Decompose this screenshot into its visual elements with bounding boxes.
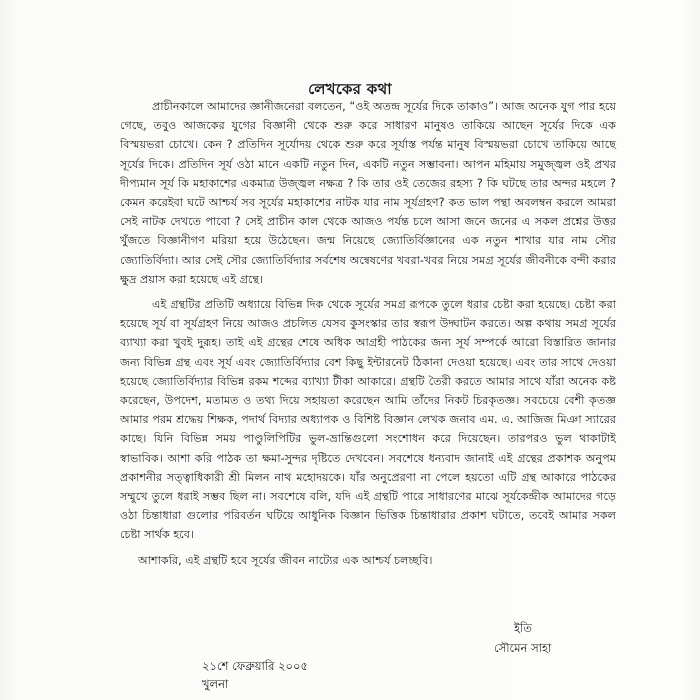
paragraph-2: এই গ্রন্থটির প্রতিটি অধ্যায়ে বিভিন্ন দিক থেকে সূর্যের সমগ্র রূপকে তুলে ধরার চেষ্টা করা হয়েছে। চেষ্টা করা হয়েছে সূর্য বা সূর্যগ্রহণ নিয়ে আজও প্রচলিত যেসব কুসংস্কার তার স্বরূপ উদ্ঘাটন করতে। অল্প কথায় সমগ্র সূর্যের ব্যাখ্যা করা খুবই দুরূহ। তাই এই গ্রন্থের শেষে অধিক আগ্রহী পাঠকের জন্য সূর্য সম্পর্কে আরো বিস্তারিত জানার জন্য বিভিন্ন গ্রন্থ এবং সূর্য এবং জ্যোতির্বিদ্যার বেশ কিছু ইন্টারনেট ঠিকানা দেওয়া হয়েছে। এবং তার সাথে দেওয়া হয়েছে জ্যোতির্বিদ্যার বিভিন্ন রকম শব্দের ব্যাখ্যা টীকা আকারে। গ্রন্থটি তৈরী করতে আমার সাথে যাঁরা অনেক কষ্ট করেছেন, উপদেশ, মতামত ও তথ্য দিয়ে সহায়তা করেছেন আমি তাঁদের নিকট চিরকৃতজ্ঞ। সবচেয়ে বেশী কৃতজ্ঞ আমার পরম শ্রদ্ধেয় শিক্ষক, পদার্থ বিদ্যার অধ্যাপক ও বিশিষ্ট বিজ্ঞান লেখক জনাব এম. এ. আজিজ মিঞা স্যারের কাছে। যিনি বিভিন্ন সময় পাণ্ডুলিপিটির ভুল-ভ্রান্তিগুলো সংশোধন করে দিয়েছেন। তারপরও ভুল থাকাটাই স্বাভাবিক। আশা করি পাঠক তা ক্ষমা-সুন্দর দৃষ্টিতে দেখবেন। সবশেষে ধন্যবাদ জানাই এই গ্রন্থের প্রকাশক অনুপম প্রকাশনীর সত্ত্বাধিকারী শ্রী মিলন নাথ মহোদয়কে। যাঁর অনুপ্রেরণা না পেলে হয়তো এটি গ্রন্থ আকারে পাঠকের সম্মুখে তুলে ধরাই সম্ভব ছিল না। সবশেষে বলি, যদি এই গ্রন্থটি পারে সাধারণের মাঝে সূর্যকেন্দ্রীক আমাদের গড়ে ওঠা চিন্তাধারা গুলোর পরিবর্তন ঘটিয়ে আধুনিক বিজ্ঞান ভিত্তিক চিন্তাধারার প্রকাশ ঘটাতে, তবেই আমার সকল চেষ্টা সার্থক হবে। <box>120 298 616 542</box>
author-name: সৌমেন সাহা <box>494 641 552 655</box>
closing-line: আশাকরি, এই গ্রন্থটি হবে সূর্যের জীবন নাট্যের এক আশ্চর্য চলচ্ছবি। <box>138 553 433 567</box>
paragraph-1: প্রাচীনকালে আমাদের জ্ঞানীজনেরা বলতেন, “ওই অতন্দ্র সূর্যের দিকে তাকাও”। আজ অনেক যুগ পার হয়ে গেছে, তবুও আজকের যুগের বিজ্ঞানী থেকে শুরু করে সাধারণ মানুষও তাকিয়ে আছেন সূর্যের দিকে এক বিস্ময়ভরা চোখে। কেন ? প্রতিদিন সূর্যোদয় থেকে শুরু করে সূর্যাস্ত পর্যন্ত মানুষ বিস্ময়ভরা চোখে তাকিয়ে আছে সূর্যের দিকে। প্রতিদিন সূর্য ওঠা মানে একটি নতুন দিন, একটি নতুন সম্ভাবনা। আপন মহিমায় সমুজ্জ্বল ওই প্রখর দীপ্যমান সূর্য কি মহাকাশের একমাত্র উজ্জ্বল নক্ষত্র ? কি তার ওই তেজের রহস্য ? কি ঘটছে তার অন্দর মহলে ? কেমন করেইবা ঘটে আশ্চর্য সব সূর্যের মহাকাশের নাটক যার নাম সূর্যগ্রহণ? কত ভাল পন্থা অবলম্বন করলে আমরা সেই নাটক দেখতে পাবো ? সেই প্রাচীন কাল থেকে আজও পর্যন্ত চলে আসা জনে জনের এ সকল প্রশ্নের উত্তর খুঁজতে বিজ্ঞানীগণ মরিয়া হয়ে উঠেছেন। জন্ম নিয়েছে জ্যোতির্বিজ্ঞানের এক নতুন শাখার যার নাম সৌর জ্যোতির্বিদ্যা। আর সেই সৌর জ্যোতির্বিদ্যার সর্বশেষ অন্বেষণের খবরা-খবর নিয়ে সমগ্র সূর্যের জীবনীকে বন্দী করার ক্ষুদ্র প্রয়াস করা হয়েছে এই গ্রন্থে। <box>120 100 616 286</box>
date-text: ২১শে ফেব্রুয়ারি ২০০৫ <box>202 659 308 673</box>
page-title: লেখকের কথা <box>308 80 392 98</box>
signature-iti: ইতি <box>514 621 532 635</box>
place-text: খুলনা <box>202 677 229 691</box>
signature-block <box>494 618 551 658</box>
date-place-block <box>202 657 308 693</box>
preface-body <box>120 97 616 570</box>
